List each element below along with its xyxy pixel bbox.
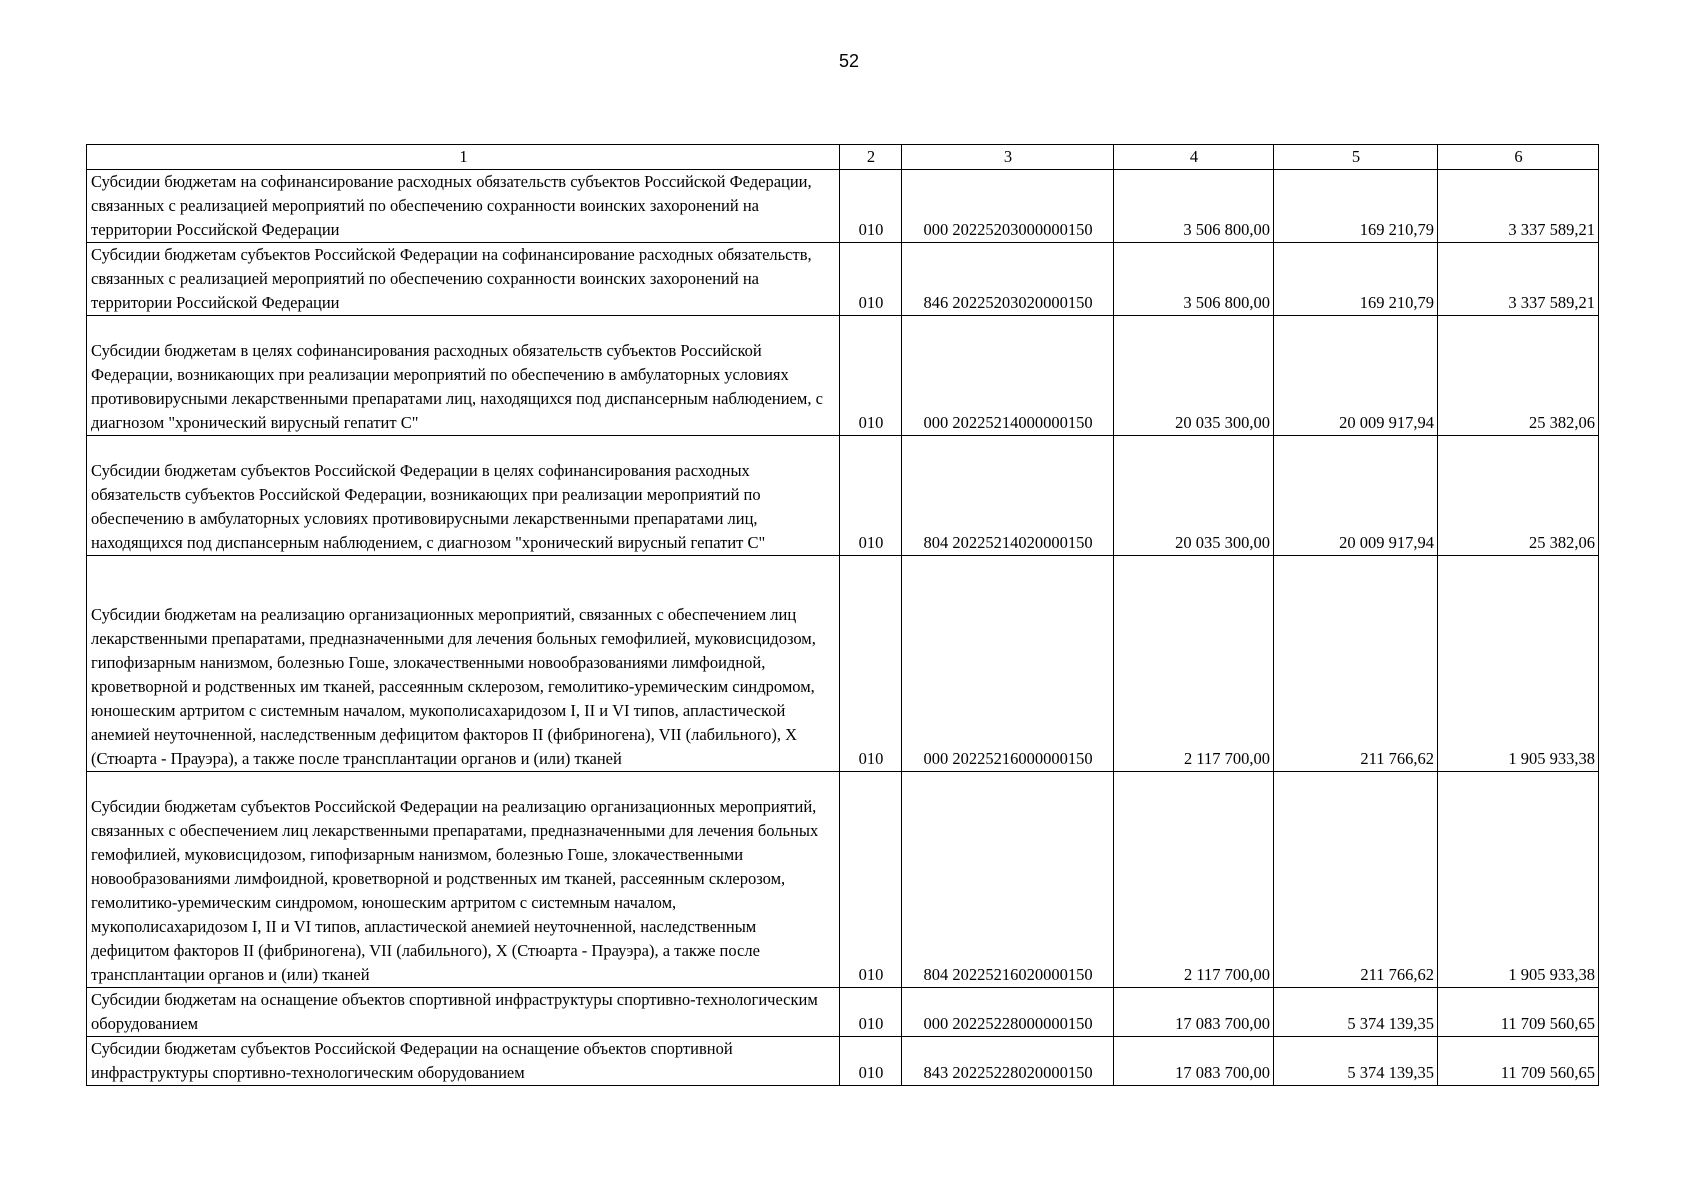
row-name-cell: Субсидии бюджетам на оснащение объектов спортивной инфраструктуры спортивно-технологическим оборудованием [87,988,840,1037]
row-approved-cell: 20 035 300,00 [1114,436,1274,556]
table-row [87,772,1599,988]
row-kbk-cell: 843 20225228020000150 [902,1037,1114,1086]
table-row [87,243,1599,316]
row-approved-cell: 17 083 700,00 [1114,1037,1274,1086]
row-unexecuted-cell: 11 709 560,65 [1438,1037,1599,1086]
row-unexecuted-cell: 25 382,06 [1438,436,1599,556]
row-approved-cell: 3 506 800,00 [1114,243,1274,316]
row-executed-cell: 211 766,62 [1274,772,1438,988]
table-row [87,436,1599,556]
row-kbk-cell: 000 20225216000000150 [902,556,1114,772]
page-number: 52 [838,51,860,71]
column-number-4: 4 [1114,145,1274,170]
row-unexecuted-cell: 1 905 933,38 [1438,772,1599,988]
row-name-cell: Субсидии бюджетам субъектов Российской Федерации на реализацию организационных мероприятий, связанных с обеспечением лиц лекарственными препаратами, предназначенными для лечения больных гемофилией, муковисцидозом, гипофизарным нанизмом, болезнью Гоше, злокачественными новообразованиями лимфоидной, кроветворной и родственных им тканей, рассеянным склерозом, гемолитико-уремическим синдромом, юношеским артритом с системным началом, мукополисахаридозом I, II и VI типов, апластической анемией неуточненной, наследственным дефицитом факторов II (фибриногена), VII (лабильного), X (Стюарта - Прауэра), а также после трансплантации органов и (или) тканей [87,772,840,988]
row-approved-cell: 20 035 300,00 [1114,316,1274,436]
column-number-1: 1 [87,145,840,170]
row-executed-cell: 5 374 139,35 [1274,1037,1438,1086]
column-number-2: 2 [840,145,902,170]
column-number-3: 3 [902,145,1114,170]
row-name-cell: Субсидии бюджетам субъектов Российской Федерации на софинансирование расходных обязательств, связанных с реализацией мероприятий по обеспечению сохранности воинских захоронений на территории Российской Федерации [87,243,840,316]
row-unexecuted-cell: 11 709 560,65 [1438,988,1599,1037]
row-name-cell: Субсидии бюджетам субъектов Российской Федерации в целях софинансирования расходных обязательств субъектов Российской Федерации, возникающих при реализации мероприятий по обеспечению в амбулаторных условиях противовирусными лекарственными препаратами лиц, находящихся под диспансерным наблюдением, с диагнозом "хронический вирусный гепатит С" [87,436,840,556]
row-unexecuted-cell: 3 337 589,21 [1438,243,1599,316]
row-code-cell: 010 [840,772,902,988]
row-code-cell: 010 [840,170,902,243]
column-number-5: 5 [1274,145,1438,170]
row-executed-cell: 169 210,79 [1274,170,1438,243]
row-kbk-cell: 000 20225214000000150 [902,316,1114,436]
row-executed-cell: 5 374 139,35 [1274,988,1438,1037]
row-name-cell: Субсидии бюджетам на реализацию организационных мероприятий, связанных с обеспечением лиц лекарственными препаратами, предназначенными для лечения больных гемофилией, муковисцидозом, гипофизарным нанизмом, болезнью Гоше, злокачественными новообразованиями лимфоидной, кроветворной и родственных им тканей, рассеянным склерозом, гемолитико-уремическим синдромом, юношеским артритом с системным началом, мукополисахаридозом I, II и VI типов, апластической анемией неуточненной, наследственным дефицитом факторов II (фибриногена), VII (лабильного), X (Стюарта - Прауэра), а также после трансплантации органов и (или) тканей [87,556,840,772]
row-kbk-cell: 000 20225203000000150 [902,170,1114,243]
row-code-cell: 010 [840,436,902,556]
row-kbk-cell: 000 20225228000000150 [902,988,1114,1037]
row-approved-cell: 2 117 700,00 [1114,772,1274,988]
row-code-cell: 010 [840,316,902,436]
row-code-cell: 010 [840,556,902,772]
table-row [87,988,1599,1037]
column-number-6: 6 [1438,145,1599,170]
row-executed-cell: 20 009 917,94 [1274,316,1438,436]
column-number-row [87,145,1599,170]
row-executed-cell: 169 210,79 [1274,243,1438,316]
table-row [87,1037,1599,1086]
row-approved-cell: 17 083 700,00 [1114,988,1274,1037]
row-executed-cell: 20 009 917,94 [1274,436,1438,556]
row-executed-cell: 211 766,62 [1274,556,1438,772]
row-name-cell: Субсидии бюджетам субъектов Российской Федерации на оснащение объектов спортивной инфраструктуры спортивно-технологическим оборудованием [87,1037,840,1086]
row-approved-cell: 2 117 700,00 [1114,556,1274,772]
table-row [87,316,1599,436]
row-name-cell: Субсидии бюджетам в целях софинансирования расходных обязательств субъектов Российской Федерации, возникающих при реализации мероприятий по обеспечению в амбулаторных условиях противовирусными лекарственными препаратами лиц, находящихся под диспансерным наблюдением, с диагнозом "хронический вирусный гепатит С" [87,316,840,436]
row-unexecuted-cell: 1 905 933,38 [1438,556,1599,772]
table-row [87,556,1599,772]
row-code-cell: 010 [840,988,902,1037]
table-row [87,170,1599,243]
row-unexecuted-cell: 3 337 589,21 [1438,170,1599,243]
budget-table-container [86,144,1598,1086]
row-code-cell: 010 [840,243,902,316]
row-kbk-cell: 804 20225214020000150 [902,436,1114,556]
row-kbk-cell: 846 20225203020000150 [902,243,1114,316]
row-approved-cell: 3 506 800,00 [1114,170,1274,243]
row-unexecuted-cell: 25 382,06 [1438,316,1599,436]
row-code-cell: 010 [840,1037,902,1086]
budget-table [86,144,1599,1086]
row-name-cell: Субсидии бюджетам на софинансирование расходных обязательств субъектов Российской Федерации, связанных с реализацией мероприятий по обеспечению сохранности воинских захоронений на территории Российской Федерации [87,170,840,243]
row-kbk-cell: 804 20225216020000150 [902,772,1114,988]
